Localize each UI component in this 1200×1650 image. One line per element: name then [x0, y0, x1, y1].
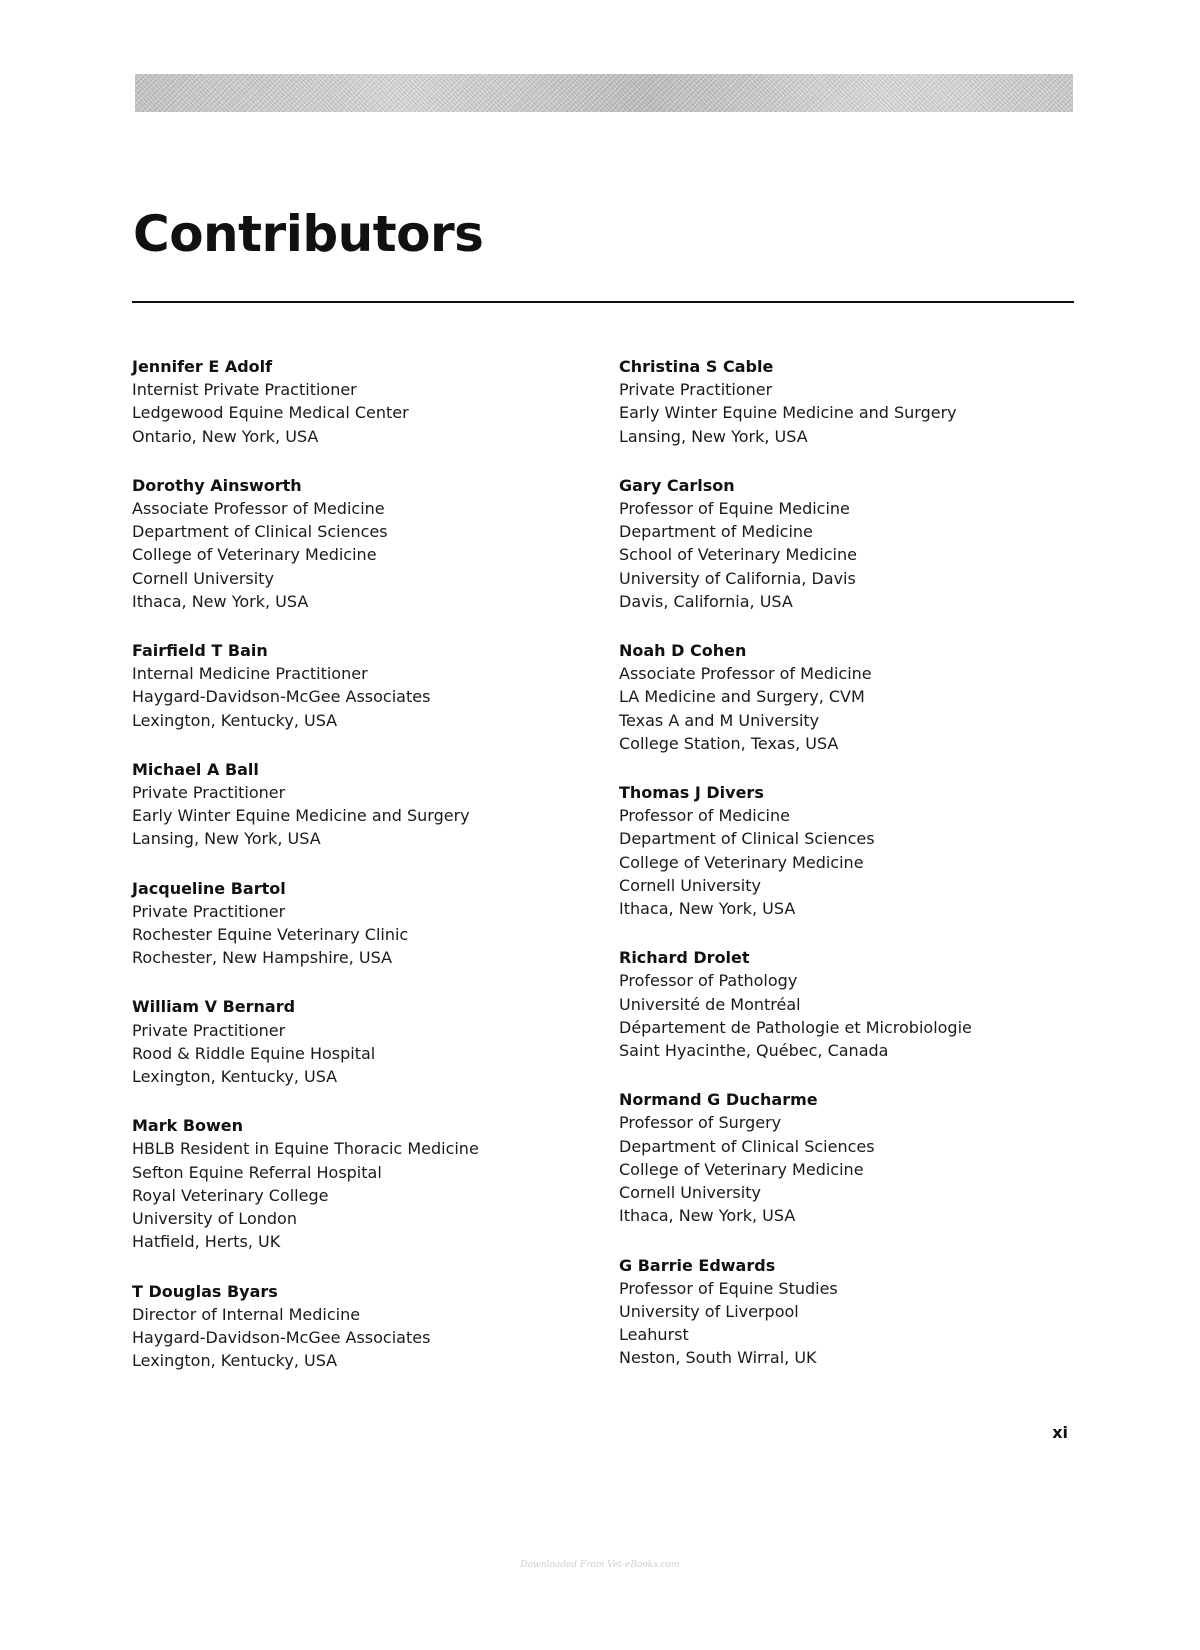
contributor-name: Gary Carlson — [619, 475, 735, 495]
contributor-affiliation-line: Neston, South Wirral, UK — [619, 1348, 817, 1368]
contributor-affiliation-line: Professor of Equine Medicine — [619, 499, 850, 519]
contributor-affiliation-line: Lexington, Kentucky, USA — [132, 1067, 338, 1087]
contributor-affiliation-line: Associate Professor of Medicine — [619, 664, 872, 684]
contributor-name: G Barrie Edwards — [619, 1255, 776, 1275]
contributor-entry — [619, 355, 1099, 448]
contributor-entry — [132, 995, 612, 1088]
contributor-name: Normand G Ducharme — [619, 1090, 818, 1110]
contributor-affiliation-line: College Station, Texas, USA — [619, 733, 839, 753]
contributor-name: Dorothy Ainsworth — [132, 475, 302, 495]
contributor-affiliation-line: Département de Pathologie et Microbiologie — [619, 1017, 972, 1037]
contributor-affiliation-line: Private Practitioner — [132, 901, 286, 921]
contributor-entry — [619, 474, 1099, 613]
page-title: Contributors — [133, 205, 484, 263]
contributor-name: T Douglas Byars — [132, 1281, 278, 1301]
contributor-affiliation-line: Rochester Equine Veterinary Clinic — [132, 925, 409, 945]
contributor-affiliation-line: Department of Clinical Sciences — [619, 829, 875, 849]
contributor-affiliation-line: College of Veterinary Medicine — [619, 852, 864, 872]
contributor-entry — [132, 1280, 612, 1373]
contributor-name: Michael A Ball — [132, 759, 259, 779]
contributor-affiliation-line: Ithaca, New York, USA — [619, 1206, 796, 1226]
contributor-affiliation-line: Haygard-Davidson-McGee Associates — [132, 1327, 431, 1347]
contributor-affiliation-line: Ledgewood Equine Medical Center — [132, 403, 409, 423]
contributor-affiliation-line: Professor of Surgery — [619, 1113, 782, 1133]
contributor-affiliation-line: Professor of Pathology — [619, 971, 798, 991]
title-divider — [132, 301, 1074, 303]
contributor-affiliation-line: College of Veterinary Medicine — [132, 545, 377, 565]
contributor-entry — [132, 758, 612, 851]
contributor-affiliation-line: Texas A and M University — [619, 710, 820, 730]
contributor-affiliation-line: University of California, Davis — [619, 568, 856, 588]
contributor-affiliation-line: Internal Medicine Practitioner — [132, 664, 368, 684]
contributor-affiliation-line: Department of Clinical Sciences — [132, 522, 388, 542]
contributor-affiliation-line: Lansing, New York, USA — [132, 829, 321, 849]
contributor-affiliation-line: Sefton Equine Referral Hospital — [132, 1162, 382, 1182]
contributor-entry — [619, 1254, 1099, 1370]
contributor-entry — [132, 355, 612, 448]
contributor-affiliation-line: Lexington, Kentucky, USA — [132, 1351, 338, 1371]
contributor-name: Thomas J Divers — [619, 783, 764, 803]
contributor-affiliation-line: Leahurst — [619, 1325, 689, 1345]
contributor-name: Fairfield T Bain — [132, 641, 268, 661]
contributor-name: Jacqueline Bartol — [132, 878, 286, 898]
contributor-affiliation-line: Université de Montréal — [619, 994, 801, 1014]
contributor-affiliation-line: Davis, California, USA — [619, 591, 793, 611]
contributor-name: Noah D Cohen — [619, 641, 747, 661]
contributor-affiliation-line: Private Practitioner — [132, 1020, 286, 1040]
contributor-affiliation-line: Royal Veterinary College — [132, 1185, 329, 1205]
contributor-affiliation-line: Ithaca, New York, USA — [132, 591, 309, 611]
contributor-affiliation-line: Director of Internal Medicine — [132, 1304, 361, 1324]
contributor-affiliation-line: Ithaca, New York, USA — [619, 899, 796, 919]
contributor-affiliation-line: University of London — [132, 1209, 297, 1229]
contributor-affiliation-line: Internist Private Practitioner — [132, 380, 357, 400]
contributor-affiliation-line: Department of Medicine — [619, 522, 813, 542]
contributor-affiliation-line: LA Medicine and Surgery, CVM — [619, 687, 865, 707]
contributor-affiliation-line: Private Practitioner — [132, 783, 286, 803]
contributor-affiliation-line: School of Veterinary Medicine — [619, 545, 857, 565]
contributor-affiliation-line: Early Winter Equine Medicine and Surgery — [619, 403, 957, 423]
contributor-affiliation-line: Cornell University — [132, 568, 274, 588]
contributor-affiliation-line: Department of Clinical Sciences — [619, 1136, 875, 1156]
contributor-affiliation-line: Lansing, New York, USA — [619, 426, 808, 446]
contributor-name: William V Bernard — [132, 997, 296, 1017]
contributor-affiliation-line: Hatfield, Herts, UK — [132, 1232, 281, 1252]
contributor-affiliation-line: Professor of Equine Studies — [619, 1278, 838, 1298]
header-texture-band — [135, 74, 1073, 112]
contributor-affiliation-line: Haygard-Davidson-McGee Associates — [132, 687, 431, 707]
contributor-entry — [619, 1088, 1099, 1227]
contributor-affiliation-line: Private Practitioner — [619, 380, 773, 400]
contributor-affiliation-line: Cornell University — [619, 875, 761, 895]
contributor-affiliation-line: Ontario, New York, USA — [132, 426, 319, 446]
contributor-name: Christina S Cable — [619, 357, 774, 376]
contributor-name: Mark Bowen — [132, 1116, 244, 1136]
contributor-entry — [132, 877, 612, 970]
contributor-affiliation-line: Lexington, Kentucky, USA — [132, 710, 338, 730]
contributor-affiliation-line: Early Winter Equine Medicine and Surgery — [132, 806, 470, 826]
contributor-entry — [619, 639, 1099, 755]
contributors-column-right — [619, 355, 1099, 1396]
contributor-name: Richard Drolet — [619, 948, 750, 968]
contributors-column-left — [132, 355, 612, 1398]
contributor-entry — [132, 1114, 612, 1253]
contributor-entry — [132, 639, 612, 732]
contributor-name: Jennifer E Adolf — [132, 357, 273, 376]
contributor-affiliation-line: College of Veterinary Medicine — [619, 1159, 864, 1179]
contributor-affiliation-line: Rochester, New Hampshire, USA — [132, 948, 393, 968]
contributor-affiliation-line: Associate Professor of Medicine — [132, 499, 385, 519]
contributor-affiliation-line: Professor of Medicine — [619, 806, 790, 826]
contributor-affiliation-line: Saint Hyacinthe, Québec, Canada — [619, 1041, 889, 1061]
contributor-entry — [132, 474, 612, 613]
contributor-entry — [619, 781, 1099, 920]
contributor-affiliation-line: University of Liverpool — [619, 1301, 799, 1321]
download-watermark: Downloaded From Vet-eBooks.com — [520, 1560, 680, 1570]
contributor-affiliation-line: Rood & Riddle Equine Hospital — [132, 1043, 376, 1063]
contributor-entry — [619, 946, 1099, 1062]
page-number: xi — [1052, 1423, 1068, 1442]
contributor-affiliation-line: Cornell University — [619, 1183, 761, 1203]
contributor-affiliation-line: HBLB Resident in Equine Thoracic Medicine — [132, 1139, 479, 1159]
